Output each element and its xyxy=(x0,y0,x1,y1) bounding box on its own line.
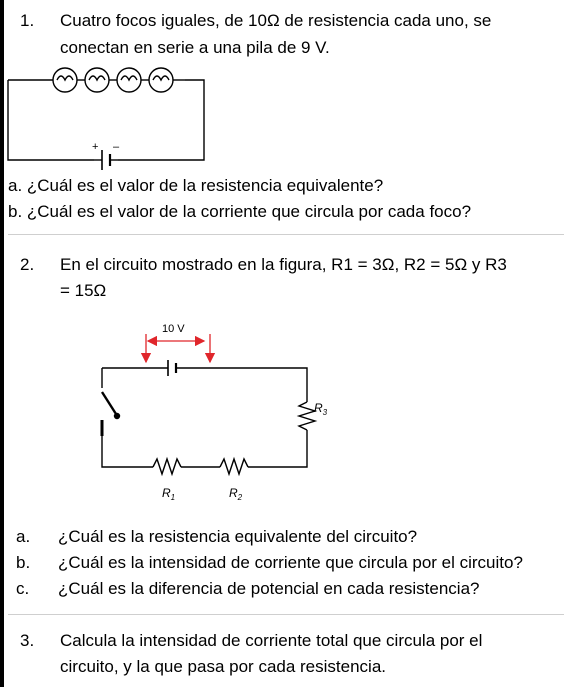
q3-text-line2: circuito, y la que pasa por cada resistencia. xyxy=(60,657,387,676)
bulb-icon xyxy=(117,68,141,92)
battery-minus-sign: – xyxy=(113,141,120,153)
series-bulb-circuit-diagram xyxy=(0,60,260,172)
q2-number: 2. xyxy=(20,255,35,274)
bulb-icon xyxy=(149,68,173,92)
q1-text-line2: conectan en serie a una pila de 9 V. xyxy=(60,38,330,57)
battery-icon xyxy=(168,360,176,376)
battery-icon xyxy=(94,150,118,170)
q1-number: 1. xyxy=(20,11,35,30)
q1-text-line1: Cuatro focos iguales, de 10Ω de resistencia cada uno, se xyxy=(60,11,492,30)
q2-sub-b-letter: b. xyxy=(16,553,31,572)
r2-label: $R_2$ xyxy=(229,486,243,502)
q2-sub-c: ¿Cuál es la diferencia de potencial en cada resistencia? xyxy=(58,579,480,598)
q2-sub-b: ¿Cuál es la intensidad de corriente que circula por el circuito? xyxy=(58,553,523,572)
resistor-r2 xyxy=(220,459,248,474)
divider xyxy=(8,614,564,615)
divider xyxy=(8,234,564,235)
r3-label: $R_3$ xyxy=(314,401,328,417)
resistor-r1 xyxy=(153,459,181,474)
q3-number: 3. xyxy=(20,631,35,650)
bulb-icon xyxy=(53,68,77,92)
switch-icon xyxy=(102,368,120,436)
voltage-arrow xyxy=(146,334,210,362)
battery-plus-sign: + xyxy=(92,141,99,153)
bulb-icon xyxy=(85,68,109,92)
resistor-circuit-diagram xyxy=(90,310,330,510)
q2-sub-c-letter: c. xyxy=(16,579,30,598)
q2-text-line2: = 15Ω xyxy=(60,281,107,300)
q3-text-line1: Calcula la intensidad de corriente total que circula por el xyxy=(60,631,483,650)
q1-sub-a: a. ¿Cuál es el valor de la resistencia equivalente? xyxy=(8,176,384,195)
q2-sub-a: ¿Cuál es la resistencia equivalente del circuito? xyxy=(58,527,418,546)
r1-label: $R_1$ xyxy=(162,486,176,502)
q1-sub-b: b. ¿Cuál es el valor de la corriente que circula por cada foco? xyxy=(8,202,472,221)
resistor-r3 xyxy=(299,402,315,430)
q2-sub-a-letter: a. xyxy=(16,527,31,546)
q2-text-line1: En el circuito mostrado en la figura, R1 = 3Ω, R2 = 5Ω y R3 xyxy=(60,255,507,274)
voltage-label: 10 V xyxy=(162,323,185,335)
